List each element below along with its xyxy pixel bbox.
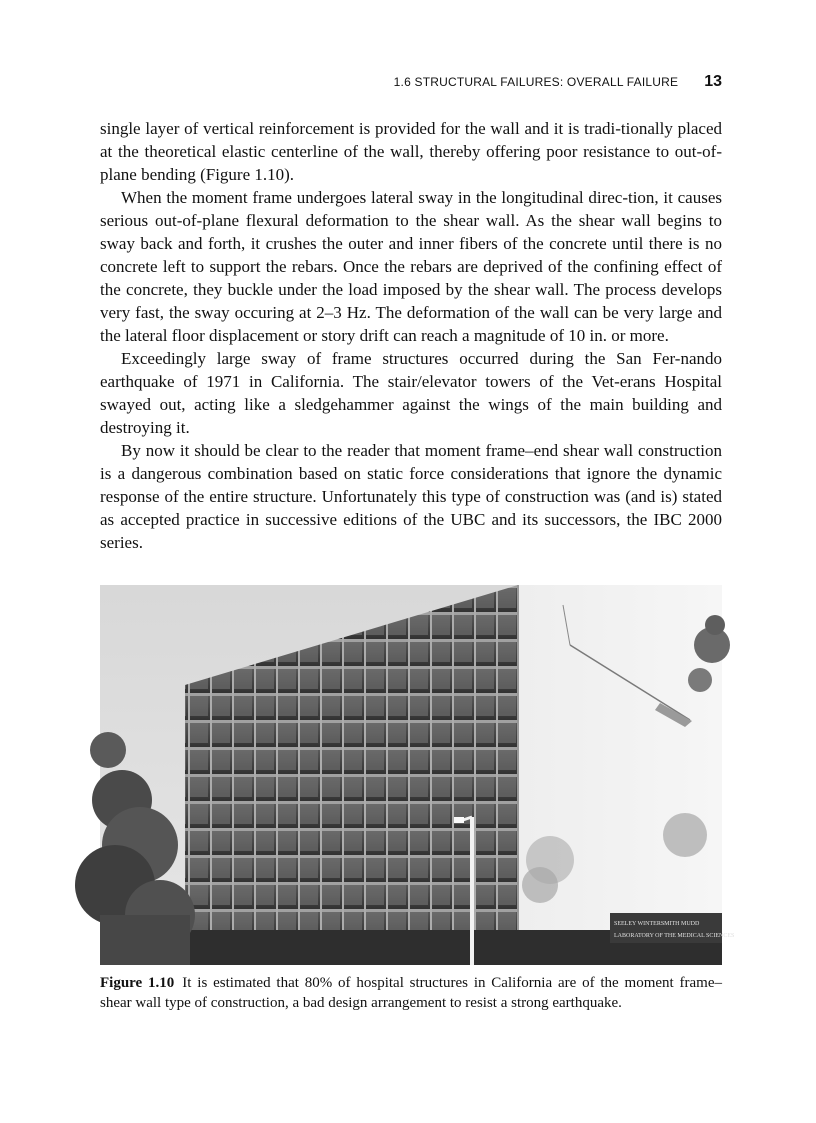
figure-label: Figure 1.10 <box>100 975 175 991</box>
paragraph-2: When the moment frame undergoes lateral sway in the longitudinal direc-tion, it causes serious out-of-plane flexural deformation to the shear wall. As the shear wall begins to sway back and forth, it crushes the outer and inner fibers of the concrete until there is no concrete left to support the rebars. Once the rebars are deprived of the confining effect of the concrete, they buckle under the load imposed by the shear wall. The process develops very fast, the sway occuring at 2–3 Hz. The deformation of the wall can be very large and the lateral floor displacement or story drift can reach a magnitude of 10 in. or more. <box>100 188 722 345</box>
body-text <box>100 117 722 554</box>
sign-line-1: SEELEY WINTERSMITH MUDD <box>614 921 700 927</box>
paragraph-3: Exceedingly large sway of frame structures occurred during the San Fer-nando earthquake of 1971 in California. The stair/elevator towers of the Vet-erans Hospital swayed out, acting like a sledgehammer against the wings of the main building and destroying it. <box>100 349 722 437</box>
figure-caption <box>100 973 722 1013</box>
figure-photo <box>100 585 735 965</box>
paragraph-1: single layer of vertical reinforcement is provided for the wall and it is tradi-tionally placed at the theoretical elastic centerline of the wall, thereby offering poor resistance to out-of-plane bending (Figure 1.10). <box>100 119 722 184</box>
paragraph-4: By now it should be clear to the reader that moment frame–end shear wall construction is a dangerous combination based on static force considerations that ignore the dynamic response of the entire structure. Unfortunately this type of construction was (and is) stated as accepted practice in successive editions of the UBC and its successors, the IBC 2000 series. <box>100 441 722 552</box>
running-head <box>100 73 722 91</box>
page-number: 13 <box>704 73 722 90</box>
hospital-building-photo <box>100 585 735 965</box>
sign-line-2: LABORATORY OF THE MEDICAL SCIENCES <box>614 933 735 939</box>
section-title: 1.6 STRUCTURAL FAILURES: OVERALL FAILURE <box>393 75 679 89</box>
caption-text: It is estimated that 80% of hospital structures in California are of the moment frame–shear wall type of construction, a bad design arrangement to resist a strong earthquake. <box>100 975 722 1011</box>
